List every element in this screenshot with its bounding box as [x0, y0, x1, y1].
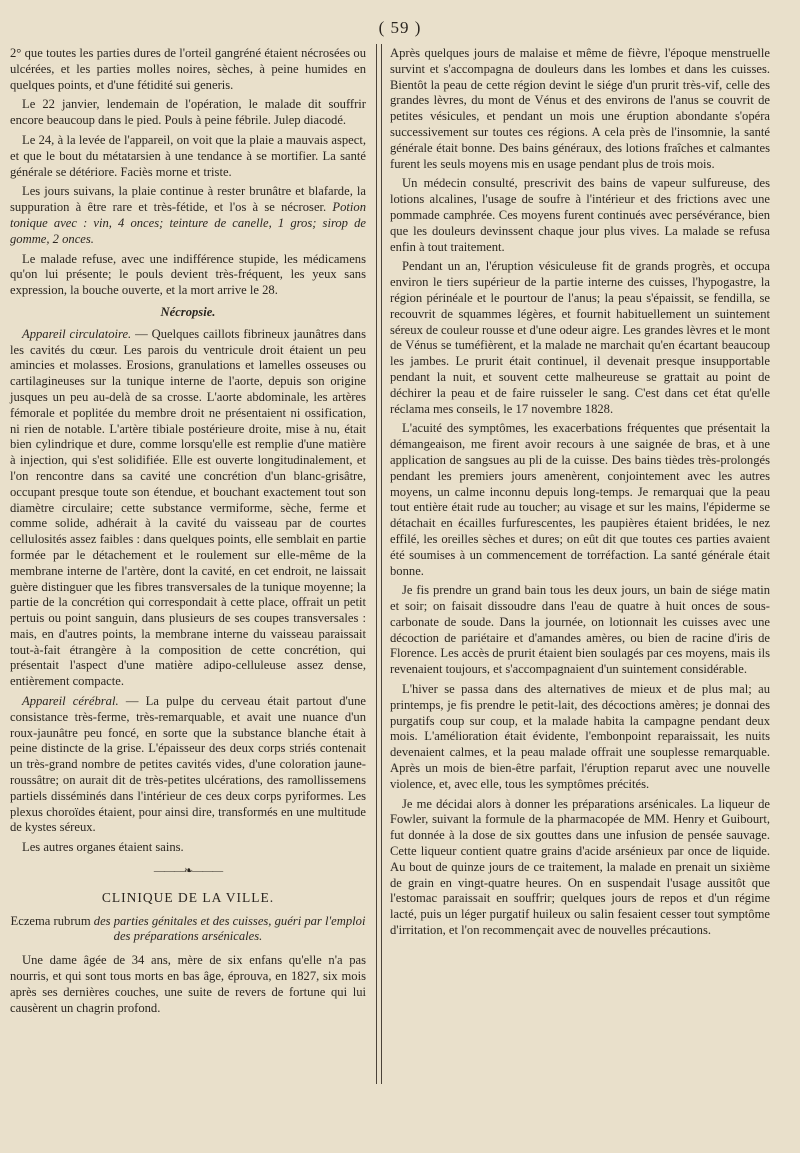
- paragraph: [10, 184, 366, 247]
- paragraph: [10, 694, 366, 836]
- left-column: [10, 46, 366, 1020]
- paragraph: [10, 327, 366, 690]
- paragraph: Le 24, à la levée de l'appareil, on voit que la plaie a mauvais aspect, et que le bout du métatarsien à une tendance à se mortifier. La santé générale se détériore. Faciès morne et triste.: [10, 132, 366, 179]
- necropsie-heading: Nécropsie.: [160, 304, 216, 319]
- prescription-text: Potion tonique avec : vin, 4 onces; teinture de canelle, 1 gros; sirop de gomme, 2 onces.: [10, 200, 366, 246]
- paragraph: Après quelques jours de malaise et même de fièvre, l'époque menstruelle survint et s'accompagna de douleurs dans les lombes et dans les cuisses. Bientôt la peau de cette région devint le siége d'un prurit très-vif, celle des grandes lèvres, du mont de Vénus et des environs de l'anus se couvrit de petites vésicules, et pendant un mois une éruption abondante s'opéra successivement sur toutes ces régions. A cela près de l'insomnie, la santé générale était bonne. Des bains généraux, des lotions fraîches et calmantes furent les seuls moyens mis en usage pendant plus de trois mois.: [390, 46, 770, 171]
- paragraph: L'acuité des symptômes, les exacerbations fréquentes que présentait la démangeaison, me firent avoir recours à une saignée de bras, et à une application de sangsues au pli de la cuisse. Des bains tièdes très-prolongés pendant les premiers jours amenèrent, conjointement avec les autres moyens, un calme inconnu depuis long-temps. Je remarquai que la peau tout entière était rude au toucher; au visage et sur les mains, l'épiderme se détachait en écailles furfurescentes, les paupières étaient bridées, le nez effilé, les oreilles sèches et dures; on eût dit que toutes ces parties avaient été soumises à un commencement de torréfaction. La santé générale était bonne.: [390, 421, 770, 578]
- case-subtitle: [10, 914, 366, 946]
- section-title: CLINIQUE DE LA VILLE.: [101, 889, 275, 905]
- case-subtitle-term: Eczema rubrum: [10, 913, 91, 928]
- ornament-divider: ———❧———: [153, 865, 223, 878]
- paragraph: L'hiver se passa dans des alternatives de mieux et de plus mal; au printemps, je fis prendre le petit-lait, des décoctions amères; je donnai des purgatifs coup sur coup, et la malade habita la campagne pendant deux mois. L'amélioration était évidente, l'embonpoint reparaissait, les nuits devenaient calmes, et la peau malade offrait une souplesse remarquable. Après un mois de bien-être parfait, l'éruption reparut avec une nouvelle violence, et, avec elle, tous les symptômes précités.: [390, 682, 770, 791]
- paragraph-text: — La pulpe du cerveau était partout d'une consistance très-ferme, très-remarquable, et avait une nuance d'un roux-jaunâtre peu foncé, en sorte que la substance blanche était à peine distincte de la grise. L'épaisseur des deux corps striés contenait un très-grand nombre de petites cavités vides, d'une coloration jaune-roussâtre; on aurait dit de très-petites ulcérations, des ramollissemens partiels disséminés dans l'intérieur de ces deux corps pyriformes. Les plexus choroïdes étaient, pour ainsi dire, transformés en une multitude de kystes séreux.: [10, 694, 366, 835]
- paragraph: Pendant un an, l'éruption vésiculeuse fit de grands progrès, et occupa environ le tiers supérieur de la partie interne des cuisses, l'hypogastre, la région périnéale et le pourtour de l'anus; la peau s'épaissit, se fendilla, se recouvrit de squammes légères, et fournit habituellement un suintement séreux de couleur rousse et d'une odeur aigre. Les grandes lèvres et le mont de Vénus se tuméfièrent, et la malade ne marchait qu'en écartant beaucoup les jambes. Le prurit était continuel, il devenait presque insupportable pendant la nuit, et souvent cette malheureuse se grattait au point de déchirer la peau et de faire ruisseler le sang. C'est dans cet état qu'elle réclama mes conseils, le 17 novembre 1828.: [390, 259, 770, 416]
- paragraph: Je me décidai alors à donner les préparations arsénicales. La liqueur de Fowler, suivant la formule de la pharmacopée de MM. Henry et Guibourt, fut donnée à la dose de six gouttes dans une infusion de pensée sauvage. Cette liqueur contient quatre grains d'acide arsénieux par once de liquide. Au bout de quinze jours de ce traitement, la malade en prenait un sixième de grain en vingt-quatre heures. On en suspendait l'usage aussitôt que l'estomac paraissait en souffrir; quelques jours de repos et d'un régime lacté, puis un léger purgatif huileux ou salin fesaient cesser tout symptôme d'irritation, et l'on recommençait avec de nouvelles précautions.: [390, 796, 770, 938]
- case-subtitle-text: des parties génitales et des cuisses, guéri par l'emploi des préparations arsénicales.: [90, 913, 366, 944]
- subsection-label: Appareil circulatoire.: [22, 326, 132, 341]
- paragraph: 2° que toutes les parties dures de l'orteil gangréné étaient nécrosées ou ulcérées, et les parties molles noires, sèches, à peine humides en quelques points, et d'une fétidité sui generis.: [10, 46, 366, 92]
- subsection-label: Appareil cérébral.: [22, 694, 119, 709]
- paragraph: Un médecin consulté, prescrivit des bains de vapeur sulfureuse, des lotions alcalines, l'usage de soufre à l'intérieur et des frictions avec une pommade camphrée. Ces moyens furent continués avec persévérance, bien que les douleurs devinssent chaque jour plus vives. La malade se refusa enfin à tout traitement.: [390, 176, 770, 254]
- paragraph: Le malade refuse, avec une indifférence stupide, les médicamens qu'on lui présente; le pouls devient très-fréquent, les yeux sans expression, la bouche ouverte, et la mort arrive le 28.: [10, 251, 366, 298]
- paragraph-text: Les jours suivans, la plaie continue à rester brunâtre et blafarde, la suppuration à être rare et très-fétide, et l'os à se nécroser.: [10, 184, 366, 215]
- page-number: ( 59 ): [378, 18, 422, 37]
- paragraph-text: — Quelques caillots fibrineux jaunâtres dans les cavités du cœur. Les parois du ventricule droit étaient un peu amincies et molasses. Erosions, granulations et lamelles osseuses ou cartilagineuses sur la tunique interne de l'aorte, depuis son origine jusques un peu au-delà de sa crosse. L'aorte abdominale, les artères fémorale et poplitée du membre droit ne présentaient ni ossification, ni rien de notable. L'artère tibiale postérieure droite, mise à nu, était bien cylindrique et dure, comme lorsqu'elle est remplie d'une matière à injection, qui s'est solidifiée. Elle est ouverte longitudinalement, et l'on rencontre dans sa cavité une concrétion d'un blanc-grisâtre, occupant presque toute son étendue, et bouchant exactement tout son diamètre circulaire; cette substance vermiforme, sèche, ferme et comme solide, adhérait à la cavité du vaisseau par de courtes cellulosités assez faibles : dans quelques points, elle semblait en partie formée par le détachement et le roulement sur elle-même de la membrane interne de l'artère, dont la cavité, en cet endroit, ne laissait guère distinguer que les fibres transversales de la tunique moyenne; la partie de la concrétion qui correspondait à cette place, offrait un petit pertuis ou point sanguin, dans plusieurs de ses coupes transversales : mais, en d'autres points, la membrane interne du vaisseau paraissait tout-à-fait étrangère à la composition de cette concrétion, qui présentait l'aspect d'une matière adipo-celluleuse assez dense, entièrement compacte.: [10, 326, 366, 689]
- paragraph: Le 22 janvier, lendemain de l'opération, le malade dit souffrir encore beaucoup dans le pied. Pouls à peine fébrile. Julep diacodé.: [10, 97, 366, 128]
- column-separator: [376, 44, 382, 1084]
- paragraph: Je fis prendre un grand bain tous les deux jours, un bain de siége matin et soir; on faisait dissoudre dans l'eau de quatre à huit onces de sous-carbonate de soude. Dans la journée, on lotionnait les cuisses avec une décoction de pariétaire et d'amandes amères, ou bien de racine d'iris de Florence. Les accès de prurit étaient bien soulagés par ces moyens, mais ils revenaient toujours, et s'accompagnaient d'un suintement considérable.: [390, 583, 770, 677]
- paragraph: Une dame âgée de 34 ans, mère de six enfans qu'elle n'a pas nourris, et qui sont tous morts en bas âge, éprouva, en 1827, six mois après ses dernières couches, une suite de revers de fortune qui lui causèrent un chagrin profond.: [10, 953, 366, 1015]
- paragraph: Les autres organes étaient sains.: [22, 840, 184, 855]
- right-column: [390, 46, 770, 943]
